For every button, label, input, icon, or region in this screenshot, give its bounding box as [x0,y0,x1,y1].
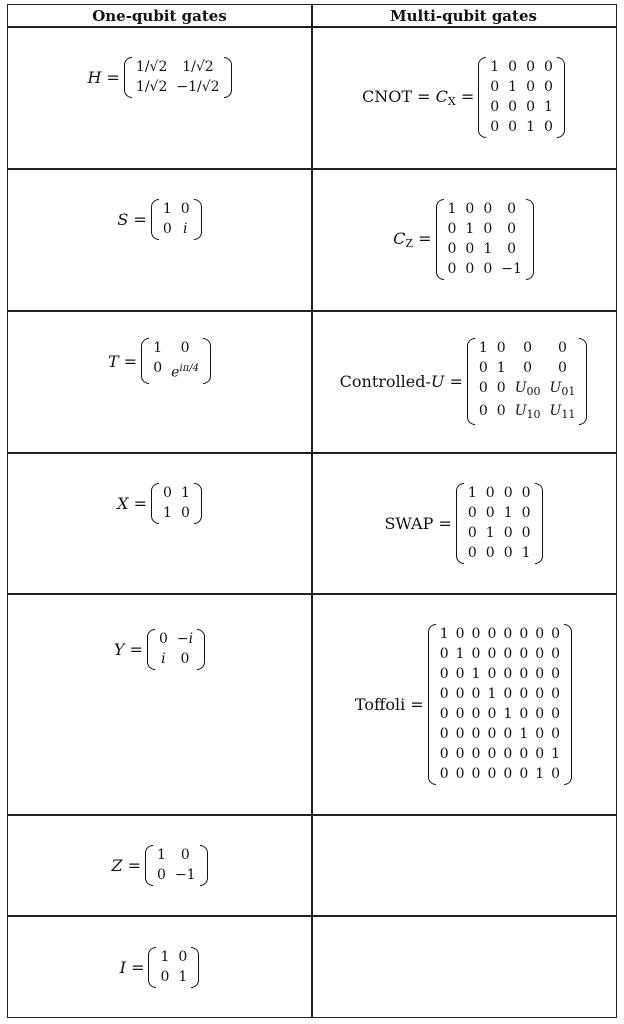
gate-name: Toffoli = [354,694,424,714]
gate-matrix [151,199,202,240]
gate-equation [393,199,534,280]
matrix-entry: 0 [158,630,168,647]
matrix-entry: 0 [507,201,517,217]
matrix-entry: 0 [487,625,497,642]
matrix-entry: 0 [507,221,517,237]
matrix-entry: 1 [544,99,553,115]
matrix-entry: $U_{11}$ [549,403,576,421]
matrix-entry: 0 [503,685,513,702]
gate-name: I = [119,958,145,977]
gate-cell-cnot [312,27,615,168]
matrix-entry: 0 [455,685,465,702]
matrix-entry: 0 [490,99,500,115]
gate-equation [117,483,202,524]
matrix-entry: 0 [496,380,506,396]
matrix-entry: 0 [439,745,449,762]
matrix-entry: 0 [508,119,518,135]
matrix-entry: 0 [478,380,488,396]
matrix-entry: 1 [551,745,561,762]
gate-cell-cz [312,169,615,310]
gate-name: Z = [111,855,142,875]
gate-matrix [141,338,211,384]
gate-equation [120,947,200,988]
matrix-entry: 0 [471,725,481,742]
matrix-entry: 1 [157,846,166,863]
gate-equation [114,629,205,670]
gate-name: H = [87,67,120,87]
matrix-entry: 0 [471,625,481,642]
matrix-entry: 0 [163,484,172,501]
matrix-entry: 0 [535,705,545,722]
matrix-entry: 0 [471,705,481,722]
matrix-entry: 0 [519,765,529,782]
gate-equation [117,199,201,240]
matrix-entry: 1 [153,340,163,357]
matrix-entry: 0 [544,59,553,75]
matrix-entry: 0 [439,725,449,742]
gate-equation [362,57,565,138]
matrix-entry: 0 [523,360,533,376]
matrix-entry: 0 [519,645,529,662]
matrix-entry: 0 [455,745,465,762]
matrix-entry: 1 [503,504,513,521]
matrix-entry: i [182,220,188,237]
matrix-entry: 0 [157,866,166,883]
matrix-entry: −1/√2 [176,78,220,95]
matrix-entry: 0 [487,725,497,742]
gate-equation [384,483,542,564]
matrix-entry: 0 [485,484,495,501]
matrix-entry: 1 [478,340,488,356]
matrix-entry: 0 [526,99,536,115]
matrix-entry: 1 [160,949,170,965]
matrix-entry: −1 [174,866,196,883]
matrix-entry: 1 [471,665,481,682]
matrix-entry: 1 [519,725,529,742]
matrix-entry: 0 [178,949,188,965]
matrix-entry: 0 [535,685,545,702]
matrix-entry: 1/√2 [135,78,168,95]
gate-name: $C_Z$ = [393,229,432,250]
matrix-entry: 1 [465,221,475,237]
gate-equation [340,338,588,425]
matrix-entry: 1 [521,544,531,561]
gate-matrix [145,845,208,886]
matrix-entry: 0 [485,544,495,561]
matrix-entry: 0 [508,59,518,75]
matrix-entry: −1 [501,261,522,277]
matrix-entry: 0 [503,665,513,682]
matrix-entry: 1 [447,201,457,217]
gate-cell-z [8,815,311,915]
matrix-entry: −i [176,630,194,647]
matrix-entry: 0 [535,665,545,682]
matrix-entry: 1 [487,685,497,702]
matrix-entry: 0 [519,705,529,722]
matrix-entry: 0 [447,221,457,237]
gate-cell-swap [312,453,615,593]
matrix-entry: 0 [478,360,488,376]
matrix-entry: 0 [487,665,497,682]
matrix-entry: 0 [490,79,500,95]
matrix-entry: 0 [455,625,465,642]
gate-cell-controlled-u [312,311,615,452]
matrix-entry: 0 [487,705,497,722]
matrix-entry: 0 [180,504,190,521]
matrix-entry: 0 [465,241,475,257]
matrix-entry: 0 [465,261,475,277]
gate-equation [108,338,211,384]
gate-equation [355,624,572,785]
matrix-entry: 0 [551,765,561,782]
matrix-entry: 0 [519,625,529,642]
matrix-entry: 0 [507,241,517,257]
matrix-entry: 0 [180,846,190,863]
matrix-entry: 0 [503,745,513,762]
matrix-entry: 0 [490,119,500,135]
matrix-entry: 1 [485,524,495,541]
matrix-entry: 0 [508,99,518,115]
gate-cell-h [8,27,311,127]
matrix-entry: 0 [439,665,449,682]
gate-equation [111,845,207,886]
matrix-entry: 1 [535,765,545,782]
gate-matrix [467,338,587,425]
matrix-entry: $U_{01}$ [549,380,576,398]
matrix-entry: 1/√2 [135,58,168,75]
matrix-entry: 0 [455,765,465,782]
matrix-entry: 0 [519,685,529,702]
matrix-entry: 0 [519,665,529,682]
matrix-entry: 0 [471,765,481,782]
gate-matrix [428,624,572,785]
gate-cell-toffoli [312,594,615,814]
matrix-entry: 0 [496,403,506,419]
matrix-entry: 0 [503,725,513,742]
matrix-entry: 1 [467,484,477,501]
matrix-entry: 0 [483,201,493,217]
gate-matrix [124,57,232,98]
matrix-entry: 1 [483,241,493,257]
gate-matrix [151,483,202,524]
matrix-entry: 0 [503,484,513,501]
matrix-entry: 0 [535,725,545,742]
gate-name: SWAP = [384,513,452,533]
matrix-entry: 0 [557,360,567,376]
matrix-entry: 0 [439,765,449,782]
matrix-entry: 0 [465,201,475,217]
matrix-entry: 0 [180,340,190,357]
matrix-entry: 0 [551,625,561,642]
matrix-entry: 0 [551,725,561,742]
matrix-entry: 0 [483,261,493,277]
matrix-entry: 1 [163,504,172,521]
matrix-entry: 0 [455,725,465,742]
matrix-entry: 0 [439,705,449,722]
matrix-entry: 0 [503,524,513,541]
matrix-entry: 0 [483,221,493,237]
gate-name: CNOT = $C_X$ = [362,87,475,108]
gate-matrix [456,483,543,564]
matrix-entry: $e^{i\pi/4}$ [171,363,199,381]
matrix-entry: i [161,650,166,667]
matrix-entry: 0 [180,200,190,217]
matrix-entry: 0 [503,765,513,782]
gate-matrix [436,199,534,280]
matrix-entry: 0 [471,685,481,702]
matrix-entry: 1 [526,119,536,135]
matrix-entry: 0 [544,79,553,95]
matrix-entry: 0 [485,504,495,521]
matrix-entry: 0 [535,745,545,762]
gate-matrix [147,629,205,670]
matrix-entry: 0 [180,650,190,667]
matrix-entry: 0 [521,484,531,501]
gate-cell-x [8,453,311,553]
matrix-entry: 0 [447,261,457,277]
gate-matrix [148,947,199,988]
gate-cell-s [8,169,311,269]
gate-name: X = [117,493,148,513]
matrix-entry: 0 [523,340,533,356]
gate-equation [87,57,231,98]
matrix-entry: 1 [490,59,500,75]
gate-cell-t [8,311,311,411]
matrix-entry: 0 [496,340,506,356]
matrix-entry: 1 [503,705,513,722]
matrix-entry: 0 [471,645,481,662]
matrix-entry: 0 [551,685,561,702]
matrix-entry: 0 [478,403,488,419]
matrix-entry: 0 [519,745,529,762]
matrix-entry: 0 [487,745,497,762]
gate-name: Controlled-U = [339,372,463,391]
matrix-entry: 1 [508,79,518,95]
gate-cell-y [8,594,311,704]
gates-table [7,4,617,1018]
matrix-entry: 0 [455,705,465,722]
gate-name: Y = [113,639,143,659]
matrix-entry: 0 [503,544,513,561]
matrix-entry: 0 [439,645,449,662]
matrix-entry: $U_{00}$ [514,380,541,398]
gate-name: T = [108,351,138,371]
matrix-entry: 0 [160,969,170,985]
matrix-entry: 0 [487,645,497,662]
matrix-entry: 0 [526,79,536,95]
matrix-entry: 0 [455,665,465,682]
matrix-entry: 0 [544,119,553,135]
matrix-entry: 0 [471,745,481,762]
gate-cell-i [8,916,311,1019]
matrix-entry: 1 [180,484,190,501]
gate-matrix [478,57,565,138]
matrix-entry: 0 [467,504,477,521]
matrix-entry: 1 [439,625,449,642]
matrix-entry: 1 [178,969,188,985]
matrix-entry: 0 [551,645,561,662]
matrix-entry: 0 [153,360,163,377]
matrix-entry: 1/√2 [182,58,214,75]
matrix-entry: 0 [521,504,531,521]
matrix-entry: $U_{10}$ [514,403,541,421]
matrix-entry: 0 [467,524,477,541]
matrix-entry: 0 [447,241,457,257]
header-multi-qubit: Multi-qubit gates [390,7,537,25]
matrix-entry: 0 [162,220,172,237]
matrix-entry: 0 [526,59,536,75]
matrix-entry: 1 [455,645,465,662]
matrix-entry: 0 [487,765,497,782]
header-one-qubit: One-qubit gates [92,7,227,25]
matrix-entry: 0 [535,645,545,662]
matrix-entry: 0 [535,625,545,642]
matrix-entry: 0 [467,544,477,561]
matrix-entry: 0 [439,685,449,702]
matrix-entry: 0 [551,665,561,682]
matrix-entry: 1 [162,200,172,217]
matrix-entry: 0 [503,625,513,642]
gate-name: S = [117,209,147,229]
matrix-entry: 0 [557,340,567,356]
matrix-entry: 1 [496,360,506,376]
matrix-entry: 0 [551,705,561,722]
matrix-entry: 0 [521,524,531,541]
matrix-entry: 0 [503,645,513,662]
